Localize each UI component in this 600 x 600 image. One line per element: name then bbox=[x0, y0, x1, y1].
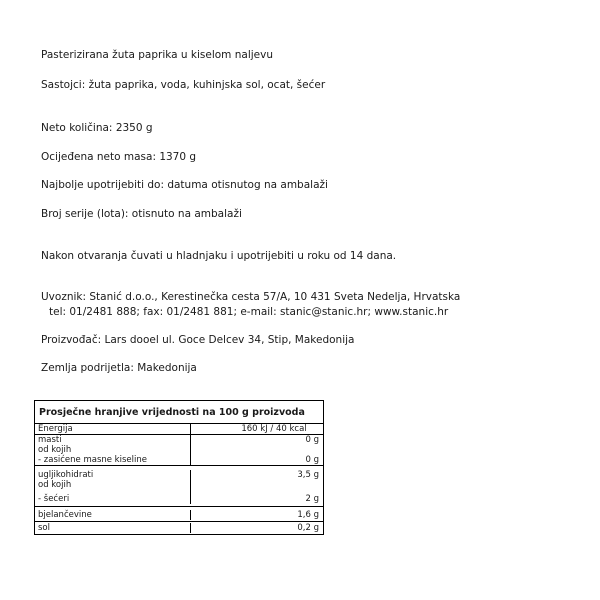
table-row bbox=[35, 522, 323, 534]
ingredients-line: Sastojci: žuta paprika, voda, kuhinjska sol, ocat, šećer bbox=[41, 79, 326, 91]
salt-label: sol bbox=[38, 523, 50, 533]
energy-label: Energija bbox=[38, 424, 73, 434]
carbs-of-which-label: od kojih bbox=[38, 480, 72, 490]
table-row bbox=[35, 507, 323, 522]
energy-value: 160 kJ / 40 kcal bbox=[241, 424, 307, 434]
salt-value: 0,2 g bbox=[297, 523, 319, 533]
protein-label: bjelančevine bbox=[38, 510, 92, 520]
importer-line-1: Uvoznik: Stanić d.o.o., Kerestinečka cesta 57/A, 10 431 Sveta Nedelja, Hrvatska bbox=[41, 291, 461, 303]
sugars-value: 2 g bbox=[305, 494, 319, 504]
table-row bbox=[35, 435, 323, 466]
table-row bbox=[35, 424, 323, 435]
producer-line: Proizvođač: Lars dooel ul. Goce Delcev 34, Stip, Makedonija bbox=[41, 334, 355, 346]
nutrition-table-header: Prosječne hranjive vrijednosti na 100 g proizvoda bbox=[35, 401, 323, 424]
net-quantity-line: Neto količina: 2350 g bbox=[41, 122, 153, 134]
fat-of-which-label: od kojih bbox=[38, 445, 72, 455]
carbs-value: 3,5 g bbox=[297, 470, 319, 480]
drained-mass-line: Ocijeđena neto masa: 1370 g bbox=[41, 151, 197, 163]
fat-of-which-value bbox=[191, 445, 319, 455]
fat-label: masti bbox=[38, 435, 62, 445]
storage-line: Nakon otvaranja čuvati u hladnjaku i upotrijebiti u roku od 14 dana. bbox=[41, 250, 397, 262]
saturates-value: 0 g bbox=[305, 455, 319, 465]
importer-line-2: tel: 01/2481 888; fax: 01/2481 881; e-mail: stanic@stanic.hr; www.stanic.hr bbox=[49, 306, 449, 318]
carbs-label: ugljikohidrati bbox=[38, 470, 94, 480]
protein-value: 1,6 g bbox=[297, 510, 319, 520]
table-row bbox=[35, 466, 323, 507]
carbs-of-which-value bbox=[191, 480, 319, 490]
saturates-label: - zasićene masne kiseline bbox=[38, 455, 147, 465]
sugars-label: - šećeri bbox=[38, 494, 70, 504]
batch-line: Broj serije (lota): otisnuto na ambalaži bbox=[41, 208, 242, 220]
origin-line: Zemlja podrijetla: Makedonija bbox=[41, 362, 197, 374]
product-title: Pasterizirana žuta paprika u kiselom naljevu bbox=[41, 49, 273, 61]
fat-value: 0 g bbox=[305, 435, 319, 445]
best-before-line: Najbolje upotrijebiti do: datuma otisnutog na ambalaži bbox=[41, 179, 328, 191]
nutrition-table bbox=[34, 400, 324, 535]
